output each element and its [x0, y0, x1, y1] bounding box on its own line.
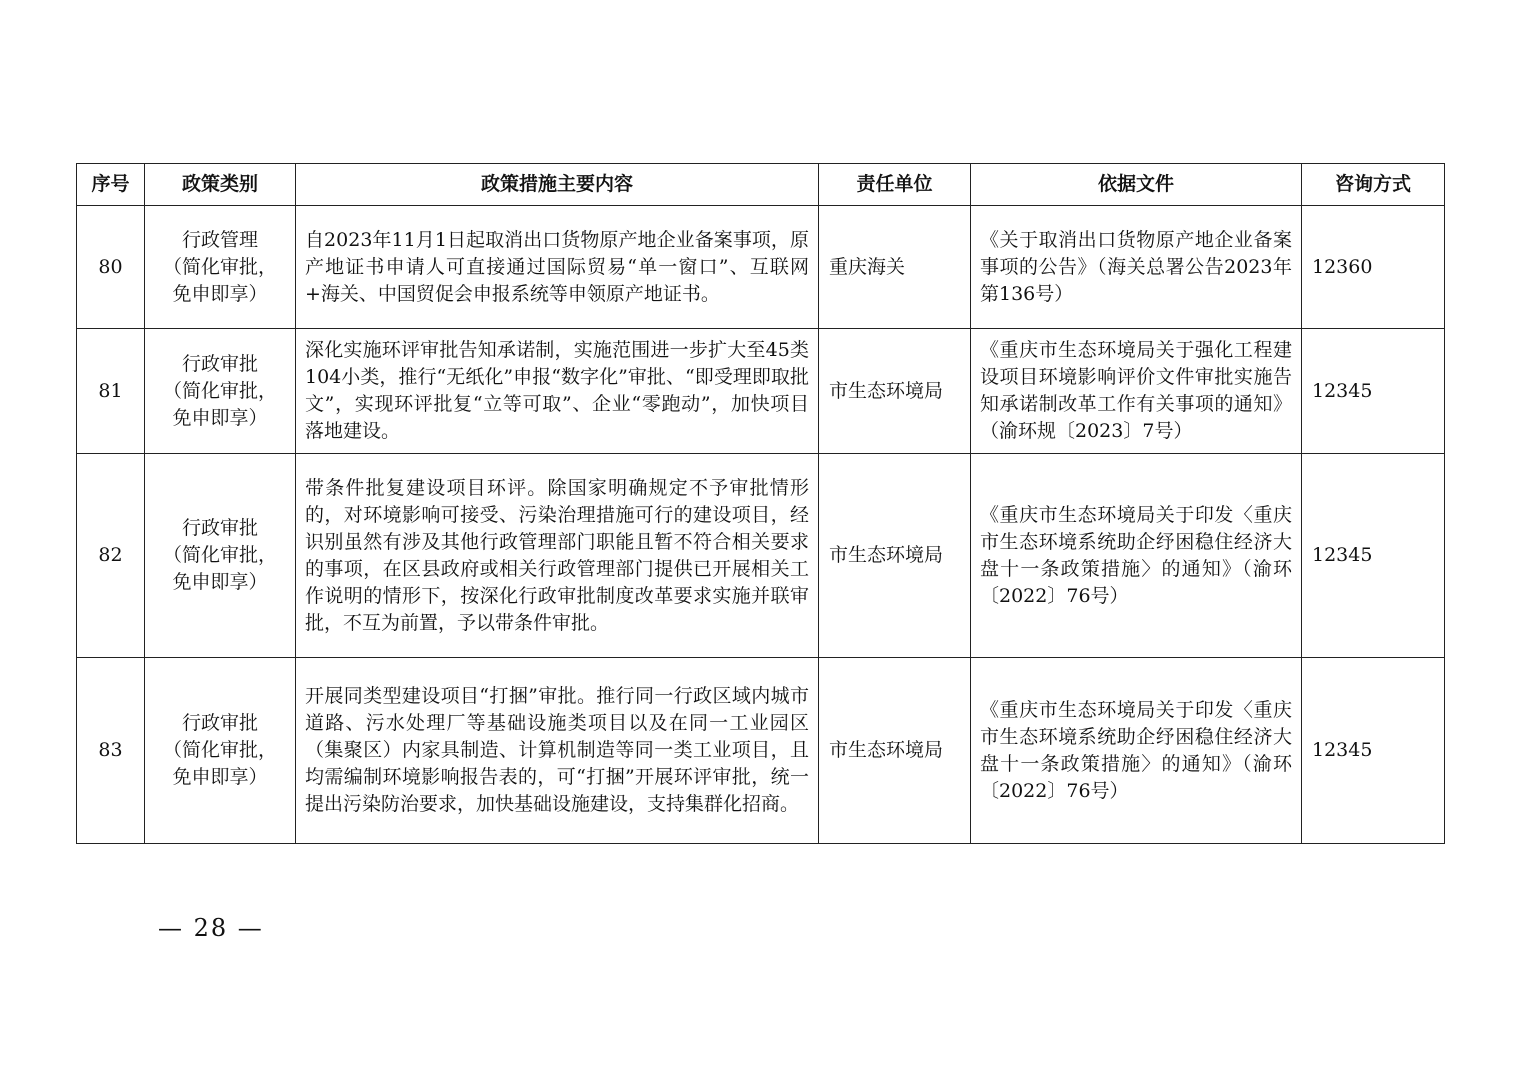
table-row [77, 329, 1445, 454]
category-line: （简化审批， [162, 739, 277, 761]
row-contact: 12360 [1302, 206, 1445, 329]
row-document: 《重庆市生态环境局关于印发〈重庆市生态环境系统助企纾困稳住经济大盘十一条政策措施〉的通知》（渝环〔2022〕76号） [971, 454, 1302, 658]
category-line: 行政审批 [181, 352, 258, 375]
policy-table [76, 163, 1445, 844]
row-content: 带条件批复建设项目环评。除国家明确规定不予审批情形的，对环境影响可接受、污染治理措施可行的建设项目，经识别虽然有涉及其他行政管理部门职能且暂不符合相关要求的事项，在区县政府或相关行政管理部门提供已开展相关工作说明的情形下，按深化行政审批制度改革要求实施并联审批，不互为前置，予以带条件审批。 [296, 454, 819, 658]
row-category [145, 658, 296, 844]
category-line: （简化审批， [162, 379, 277, 402]
header-basis-document: 依据文件 [971, 164, 1302, 206]
row-document: 《重庆市生态环境局关于印发〈重庆市生态环境系统助企纾困稳住经济大盘十一条政策措施〉的通知》（渝环〔2022〕76号） [971, 658, 1302, 844]
page-number: — 28 — [158, 914, 264, 942]
table-row [77, 206, 1445, 329]
row-contact: 12345 [1302, 454, 1445, 658]
row-serial-no: 81 [77, 329, 145, 454]
row-content: 自2023年11月1日起取消出口货物原产地企业备案事项，原产地证书申请人可直接通过国际贸易“单一窗口”、互联网+海关、中国贸促会申报系统等申领原产地证书。 [296, 206, 819, 329]
category-line: 免申即享） [172, 571, 268, 593]
row-unit: 市生态环境局 [819, 658, 971, 844]
policy-table-wrapper [76, 163, 1444, 844]
table-header-row [77, 164, 1445, 206]
row-document: 《重庆市生态环境局关于强化工程建设项目环境影响评价文件审批实施告知承诺制改革工作有关事项的通知》（渝环规〔2023〕7号） [971, 329, 1302, 454]
row-serial-no: 82 [77, 454, 145, 658]
row-category [145, 329, 296, 454]
header-serial-no: 序号 [77, 164, 145, 206]
table-row [77, 454, 1445, 658]
row-document: 《关于取消出口货物原产地企业备案事项的公告》（海关总署公告2023年第136号） [971, 206, 1302, 329]
row-unit: 市生态环境局 [819, 329, 971, 454]
header-contact: 咨询方式 [1302, 164, 1445, 206]
row-content: 开展同类型建设项目“打捆”审批。推行同一行政区域内城市道路、污水处理厂等基础设施类项目以及在同一工业园区（集聚区）内家具制造、计算机制造等同一类工业项目，且均需编制环境影响报告表的，可“打捆”开展环评审批，统一提出污染防治要求，加快基础设施建设，支持集群化招商。 [296, 658, 819, 844]
header-policy-category: 政策类别 [145, 164, 296, 206]
category-line: 免申即享） [172, 406, 268, 429]
row-content: 深化实施环评审批告知承诺制，实施范围进一步扩大至45类104小类，推行“无纸化”申报“数字化”审批、“即受理即取批文”，实现环评批复“立等可取”、企业“零跑动”，加快项目落地建设。 [296, 329, 819, 454]
row-contact: 12345 [1302, 329, 1445, 454]
row-category [145, 206, 296, 329]
row-unit: 市生态环境局 [819, 454, 971, 658]
category-line: 行政管理 [181, 228, 258, 251]
category-line: 免申即享） [172, 766, 268, 788]
row-contact: 12345 [1302, 658, 1445, 844]
row-serial-no: 80 [77, 206, 145, 329]
category-line: （简化审批， [162, 255, 277, 278]
category-line: 免申即享） [172, 282, 268, 305]
table-row [77, 658, 1445, 844]
header-responsible-unit: 责任单位 [819, 164, 971, 206]
category-line: 行政审批 [181, 517, 258, 539]
category-line: 行政审批 [181, 712, 258, 734]
row-category [145, 454, 296, 658]
category-line: （简化审批， [162, 544, 277, 566]
row-serial-no: 83 [77, 658, 145, 844]
row-unit: 重庆海关 [819, 206, 971, 329]
header-policy-content: 政策措施主要内容 [296, 164, 819, 206]
